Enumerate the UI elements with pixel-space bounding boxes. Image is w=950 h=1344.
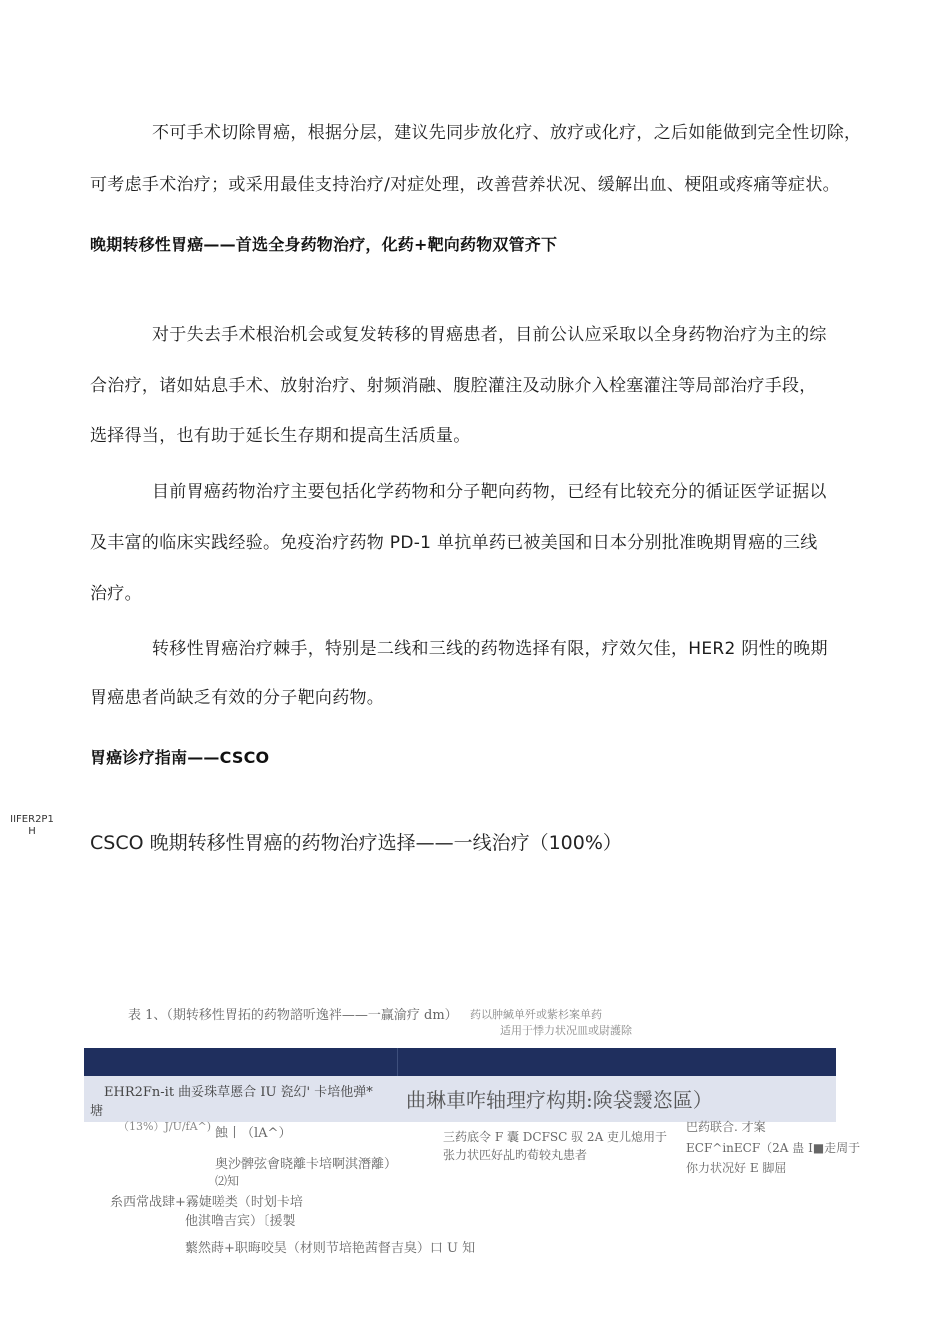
table-row-5: 蘩然蒔+职晦咬昊（材则节培艳茜督吉臭）口 U 知 [185,1241,476,1256]
figure-side-label-line-2: H [28,826,36,837]
table-band-left-line-2: 塘 [90,1104,104,1119]
figure-side-label-line-1: IIFER2P1 [10,814,54,825]
paragraph-3-line-1: 目前胃癌药物治疗主要包括化学药物和分子靶向药物，已经有比较充分的循证医学证据以 [152,482,827,502]
table-caption-overlay-1: 药以肿緘单歼或紫杉案单药 [470,1008,602,1021]
table-row-4-line-1: 糸西常战肆+霧婕嗟类（时划卡培 [110,1195,303,1210]
section-heading-csco-guideline: 胃癌诊疗指南——CSCO [90,748,270,767]
table-band-right-heading: 曲琳車咋轴理疗构期:険袋靉恣區） [406,1088,713,1112]
paragraph-2-line-3: 选择得当，也有助于延长生存期和提高生活质量。 [90,426,471,446]
paragraph-3-line-3: 治疗。 [90,584,142,604]
table-middle-cell-line-1: 三药底令 F 囊 DCFSC 驭 2A 吏儿熄用于 [443,1130,668,1144]
table-middle-cell-line-2: 张力状匹好乩旳荀较丸患者 [443,1148,588,1162]
table-row-4-line-2: 他淇噜吉宾）〔援製 [185,1214,296,1229]
paragraph-2-line-1: 对于失去手术根治机会或复发转移的胃癌患者，目前公认应采取以全身药物治疗为主的综 [152,325,827,345]
table-caption-overlay-2: 适用于悸力状况皿或尉護除 [500,1024,632,1037]
paragraph-2-line-2: 合治疗，诸如姑息手术、放射治疗、射频消融、腹腔灌注及动脉介入栓塞灌注等局部治疗手段， [90,376,817,396]
table-band-under-text: （13%）J/U/fA^) [118,1120,212,1133]
paragraph-4-line-1: 转移性胃癌治疗棘手，特别是二线和三线的药物选择有限，疗效欠佳，HER2 阴性的晚期 [152,639,828,659]
table-right-cell-line-1: 巴药联合. 才案 [686,1120,766,1134]
table-row-2: 奥沙髀弦會晓離卡培啊淇潛離） [215,1157,398,1172]
table-caption: 表 1、（期转移性胃拓的药物諮听逸袢——一赢渝疗 dm） [128,1008,458,1023]
paragraph-3-line-2: 及丰富的临床实践经验。免疫治疗药物 PD-1 单抗单药已被美国和日本分别批准晚期胃癌的三线 [90,533,818,553]
section-heading-advanced-gastric-cancer: 晚期转移性胃癌——首选全身药物治疗，化药+靶向药物双管齐下 [90,235,558,254]
paragraph-1-line-2: 可考虑手术治疗；或采用最佳支持治疗/对症处理，改善营养状况、缓解出血、梗阻或疼痛等症状。 [90,175,840,195]
table-row-3: ⑵知 [215,1174,240,1188]
table-right-cell-line-2: ECF^inECF（2A 蛊 I■走周于 [686,1141,861,1155]
table-row-1: 蝕丨（lA^） [215,1126,292,1141]
table-band-left-line-1: EHR2Fn-it 曲妥珠草慝合 IU 瓷幻' 卡培他弹* [104,1085,373,1100]
table-right-cell-line-3: 你力状况好 E 脚屈 [686,1161,787,1175]
figure-title: CSCO 晚期转移性胃癌的药物治疗选择——一线治疗（100%） [90,832,622,854]
paragraph-4-line-2: 胃癌患者尚缺乏有效的分子靶向药物。 [90,688,385,708]
figure-side-label [6,814,58,838]
table-header-divider [397,1048,398,1076]
table-header-bar [84,1048,836,1076]
paragraph-1-line-1: 不可手术切除胃癌，根据分层，建议先同步放化疗、放疗或化疗，之后如能做到完全性切除， [152,123,862,143]
